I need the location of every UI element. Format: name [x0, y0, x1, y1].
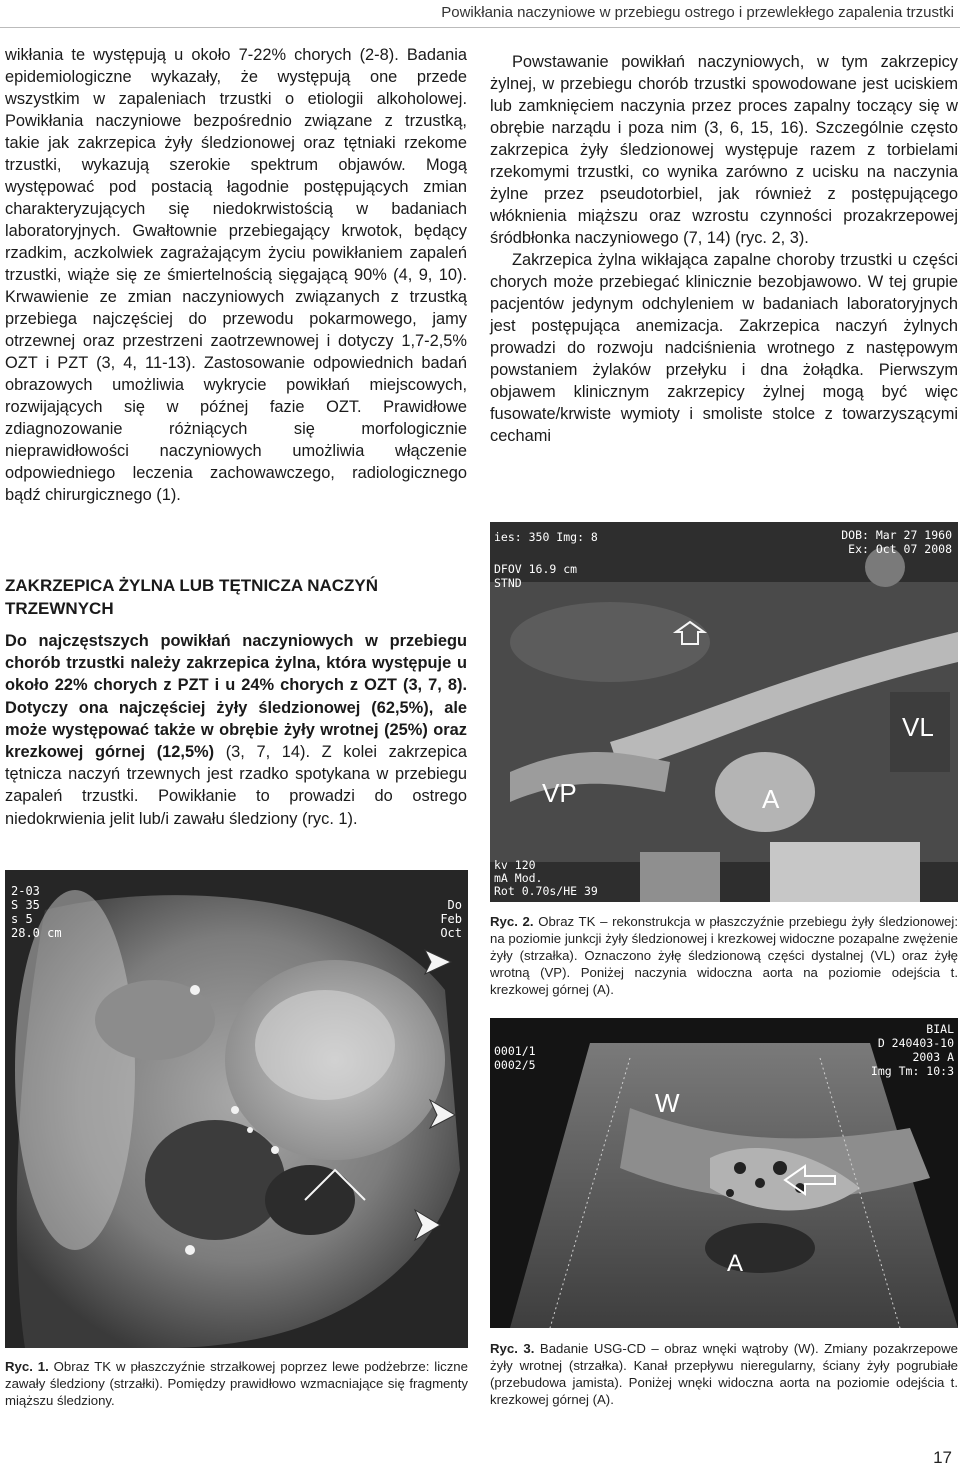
- figure-3-usg-image: [490, 1018, 958, 1328]
- figure-3-caption-label: Ryc. 3.: [490, 1341, 535, 1356]
- left-column-text: [5, 44, 467, 506]
- figure-1-overlay-left: 2-03 S 35 s 5 28.0 cm: [11, 884, 62, 940]
- right-column-text: [490, 51, 958, 447]
- figure-3-overlay-top-right: BIAL D 240403-10 2003 A Img Tm: 10:3: [870, 1022, 954, 1078]
- figure-2-overlay-bottom-left: kv 120 mA Mod. Rot 0.70s/HE 39: [494, 858, 598, 898]
- lead-rest-text: (3, 7, 14). Z kolei zakrzepica tętnicza naczyń trzewnych jest rzadko spotykana w przebiegu zapaleń trzustki. Powikłanie to prowadzi do ostrego niedokrwienia jelit lub/i zawału śledziony (ryc. 1).: [5, 743, 467, 828]
- figure-2-caption-text: Obraz TK – rekonstrukcja w płaszczyźnie przebiegu żyły śledzionowej: na poziomie junkcji żyły śledzionowej i krezkowej widoczne pozapalne zwężenie żyły (strzałka). Oznaczono żyłę śledzionową części dystalnej (VL) oraz żyłę wrotną (VP). Poniżej naczynia widoczna aorta na poziomie odejścia t. krezkowej górnej (A).: [490, 914, 958, 997]
- label-a: A: [762, 784, 780, 814]
- label-vl: VL: [902, 712, 934, 742]
- figure-1-caption: [5, 1358, 468, 1409]
- page-number: 17: [933, 1448, 952, 1467]
- figure-2-ct-image: [490, 522, 958, 902]
- section-heading: ZAKRZEPICA ŻYLNA LUB TĘTNICZA NACZYŃ TRZEWNYCH: [5, 576, 379, 618]
- figure-2-overlay-top-right: DOB: Mar 27 1960 Ex: Oct 07 2008: [841, 528, 952, 556]
- label-vp: VP: [542, 778, 577, 808]
- figure-3-caption-text: Badanie USG-CD – obraz wnęki wątroby (W). Zmiany pozakrzepowe żyły wrotnej (strzałka). Kanał przepływu nieregularny, ściany żyły pogrubiałe (przebudowa jamista). Poniżej wnęki widoczna aorta na poziomie odejścia t. krezkowej górnej (A).: [490, 1341, 958, 1407]
- figure-1-caption-text: Obraz TK w płaszczyźnie strzałkowej poprzez lewe podżebrze: liczne zawały śledziony (strzałki). Pomiędzy prawidłowo wzmacniające się fragmenty miąższu śledziony.: [5, 1359, 468, 1408]
- figure-2-caption-label: Ryc. 2.: [490, 914, 534, 929]
- label-w: W: [655, 1088, 680, 1118]
- running-header: [0, 0, 960, 28]
- right-paragraph-1: Powstawanie powikłań naczyniowych, w tym zakrzepicy żylnej, w przebiegu chorób trzustki spowodowane jest uciskiem lub zamknięciem naczynia przez proces zapalny toczący się w obrębie narządu i poza nim (3, 6, 15, 16). Szczególnie często zakrzepica żyły śledzionowej występuje razem z torbielami rzekomymi trzustki, co wynika zarówno z ucisku na naczynia żylne przez pseudotorbiel, jak również z postępującego włóknienia miąższu oraz wzrostu czynności prozakrzepowej śródbłonka naczyniowego (7, 14) (ryc. 2, 3).: [490, 53, 958, 247]
- left-paragraph-1: wikłania te występują u około 7-22% chorych (2-8). Badania epidemiologiczne wykazały, że występują one przede wszystkim w zapaleniach trzustki o etiologii alkoholowej. Powikłania naczyniowe bezpośrednio związane z trzustką, takie jak zakrzepica żyły śledzionowej oraz tętniaki rzekome trzustki, wykazują szerokie spektrum objawów. Mogą występować pod postacią łagodnie postępujących zmian charakteryzujących się niedokrwistością w badaniach laboratoryjnych. Gwałtownie przebiegający krwotok, będący rzadkim, aczkolwiek zagrażającym życiu powikłaniem zapaleń trzustki, wiąże się ze śmiertelnością sięgającą 90% (4, 9, 10). Krwawienie ze zmian naczyniowych związanych z trzustką przebiega najczęściej do przewodu pokarmowego, jamy otrzewnej oraz przestrzeni zaotrzewnowej i dotyczy 1,7-2,5% OZT i PZT (3, 4, 11-13). Zastosowanie odpowiednich badań obrazowych umożliwia wykrycie powikłań miejscowych, rozwijających się w późnej fazie OZT. Prawidłowe zdiagnozowanie różniących się morfologicznie nieprawidłowości naczyniowych umożliwia włączenie odpowiedniego leczenia zachowawczego, radiologicznego bądź chirurgicznego (1).: [5, 46, 467, 504]
- lead-paragraph: [5, 630, 467, 830]
- figure-3-caption: [490, 1340, 958, 1408]
- right-paragraph-2: Zakrzepica żylna wikłająca zapalne choroby trzustki u części chorych może przebiegać klinicznie bezobjawowo. W tej grupie pacjentów jedynym odchyleniem w badaniach laboratoryjnych jest postępująca anemizacja. Zakrzepica naczyń żylnych prowadzi do rozwoju nadciśnienia wrotnego z następowym powstaniem żylaków przełyku i dna żołądka. Pierwszym objawem klinicznym zakrzepicy żylnej mogą być więc fusowate/krwiste wymioty i smoliste stolce z towarzyszącymi cechami: [490, 251, 958, 445]
- figure-1-ct-image: [5, 870, 468, 1348]
- lead-bold-text: Do najczęstszych powikłań naczyniowych w przebiegu chorób trzustki należy zakrzepica żylna, która występuje u około 22% chorych z PZT i u 24% chorych z OZT (3, 7, 8). Dotyczy ona najczęściej żyły śledzionowej (62,5%), ale może występować także w obrębie żyły wrotnej (25%) oraz krezkowej górnej (12,5%): [5, 632, 467, 762]
- figure-2-overlay-top-left: ies: 350 Img: 8 DFOV 16.9 cm STND: [494, 530, 598, 590]
- label-a-usg: A: [727, 1250, 744, 1277]
- figure-3-overlay-top-left: 0001/1 0002/5: [494, 1044, 536, 1072]
- running-title: Powikłania naczyniowe w przebiegu ostrego i przewlekłego zapalenia trzustki: [441, 4, 954, 21]
- figure-2-caption: [490, 913, 958, 998]
- figure-1-overlay-right: Do Feb Oct: [440, 898, 462, 940]
- figure-1-caption-label: Ryc. 1.: [5, 1359, 49, 1374]
